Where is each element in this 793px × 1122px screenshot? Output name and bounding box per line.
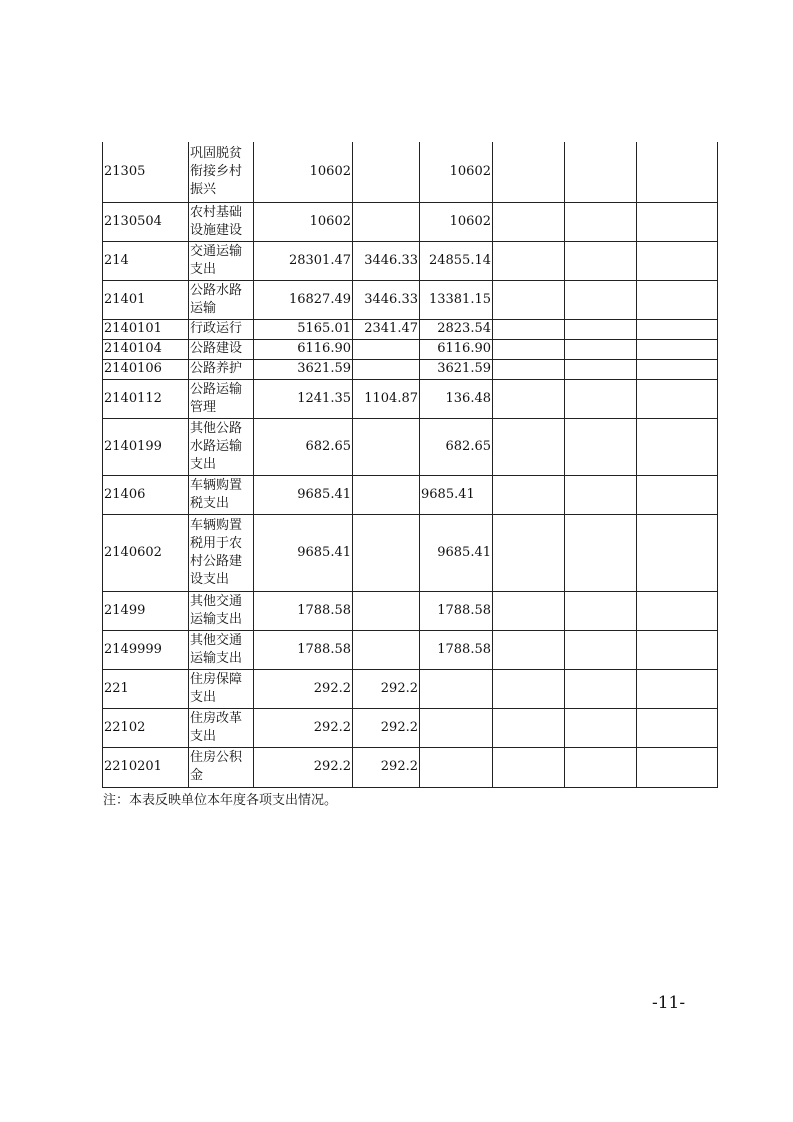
empty-cell [565, 591, 637, 630]
row-project: 9685.41 [420, 475, 493, 514]
row-basic: 3446.33 [353, 241, 420, 280]
empty-cell [493, 708, 565, 747]
row-name: 住房改革支出 [189, 708, 254, 747]
row-code: 2140112 [103, 379, 189, 418]
row-code: 2149999 [103, 630, 189, 669]
row-total: 292.2 [254, 708, 353, 747]
empty-cell [637, 475, 718, 514]
row-code: 214 [103, 241, 189, 280]
row-project: 682.65 [420, 418, 493, 475]
row-project: 1788.58 [420, 630, 493, 669]
row-basic [353, 202, 420, 241]
row-basic [353, 630, 420, 669]
row-total: 6116.90 [254, 339, 353, 359]
row-basic [353, 339, 420, 359]
empty-cell [637, 630, 718, 669]
row-code: 22102 [103, 708, 189, 747]
row-name: 其他交通运输支出 [189, 630, 254, 669]
empty-cell [565, 280, 637, 319]
row-total: 292.2 [254, 669, 353, 708]
row-total: 1788.58 [254, 591, 353, 630]
row-project: 3621.59 [420, 359, 493, 379]
row-project: 10602 [420, 202, 493, 241]
empty-cell [493, 669, 565, 708]
empty-cell [493, 747, 565, 787]
row-name: 公路水路运输 [189, 280, 254, 319]
empty-cell [637, 241, 718, 280]
row-project [420, 669, 493, 708]
empty-cell [493, 339, 565, 359]
table-row [103, 514, 718, 591]
row-name: 农村基础设施建设 [189, 202, 254, 241]
row-total: 292.2 [254, 747, 353, 787]
empty-cell [493, 591, 565, 630]
row-basic: 2341.47 [353, 319, 420, 339]
expenditure-table [102, 142, 718, 788]
row-project: 13381.15 [420, 280, 493, 319]
empty-cell [493, 319, 565, 339]
empty-cell [493, 418, 565, 475]
empty-cell [637, 708, 718, 747]
table-row [103, 630, 718, 669]
table-row [103, 669, 718, 708]
empty-cell [565, 339, 637, 359]
row-name: 住房公积金 [189, 747, 254, 787]
row-name: 巩固脱贫衔接乡村振兴 [189, 142, 254, 202]
row-name: 住房保障支出 [189, 669, 254, 708]
row-code: 2140199 [103, 418, 189, 475]
table-row [103, 418, 718, 475]
row-code: 2140106 [103, 359, 189, 379]
row-basic [353, 514, 420, 591]
row-code: 21305 [103, 142, 189, 202]
empty-cell [637, 747, 718, 787]
row-total: 1788.58 [254, 630, 353, 669]
row-total: 3621.59 [254, 359, 353, 379]
row-project: 2823.54 [420, 319, 493, 339]
empty-cell [565, 708, 637, 747]
row-total: 28301.47 [254, 241, 353, 280]
row-name: 车辆购置税用于农村公路建设支出 [189, 514, 254, 591]
empty-cell [565, 630, 637, 669]
row-project [420, 708, 493, 747]
empty-cell [637, 202, 718, 241]
row-basic [353, 591, 420, 630]
row-total: 10602 [254, 142, 353, 202]
row-name: 交通运输支出 [189, 241, 254, 280]
row-basic [353, 359, 420, 379]
empty-cell [565, 379, 637, 418]
empty-cell [493, 142, 565, 202]
row-total: 10602 [254, 202, 353, 241]
row-name: 公路运输管理 [189, 379, 254, 418]
row-code: 2140104 [103, 339, 189, 359]
table-row [103, 319, 718, 339]
empty-cell [493, 379, 565, 418]
empty-cell [493, 359, 565, 379]
empty-cell [565, 747, 637, 787]
row-basic [353, 418, 420, 475]
empty-cell [493, 202, 565, 241]
row-total: 5165.01 [254, 319, 353, 339]
row-code: 2210201 [103, 747, 189, 787]
empty-cell [565, 669, 637, 708]
empty-cell [637, 339, 718, 359]
empty-cell [565, 418, 637, 475]
empty-cell [565, 319, 637, 339]
table-row [103, 747, 718, 787]
table-row [103, 379, 718, 418]
row-name: 其他公路水路运输支出 [189, 418, 254, 475]
empty-cell [493, 630, 565, 669]
row-code: 21401 [103, 280, 189, 319]
row-code: 2130504 [103, 202, 189, 241]
row-total: 16827.49 [254, 280, 353, 319]
empty-cell [637, 418, 718, 475]
empty-cell [493, 280, 565, 319]
row-project: 9685.41 [420, 514, 493, 591]
row-basic: 1104.87 [353, 379, 420, 418]
empty-cell [565, 514, 637, 591]
empty-cell [637, 379, 718, 418]
row-code: 21406 [103, 475, 189, 514]
row-basic: 292.2 [353, 669, 420, 708]
table-row [103, 202, 718, 241]
table-row [103, 280, 718, 319]
row-basic: 3446.33 [353, 280, 420, 319]
row-basic: 292.2 [353, 708, 420, 747]
row-basic: 292.2 [353, 747, 420, 787]
empty-cell [565, 475, 637, 514]
page-number: -11- [652, 993, 686, 1013]
row-project: 136.48 [420, 379, 493, 418]
row-project: 6116.90 [420, 339, 493, 359]
row-project: 24855.14 [420, 241, 493, 280]
empty-cell [493, 241, 565, 280]
row-total: 682.65 [254, 418, 353, 475]
empty-cell [637, 591, 718, 630]
table-note: 注：本表反映单位本年度各项支出情况。 [103, 793, 338, 808]
row-code: 2140101 [103, 319, 189, 339]
row-code: 2140602 [103, 514, 189, 591]
table-row [103, 708, 718, 747]
row-name: 其他交通运输支出 [189, 591, 254, 630]
table-row [103, 475, 718, 514]
empty-cell [565, 241, 637, 280]
row-total: 1241.35 [254, 379, 353, 418]
row-code: 221 [103, 669, 189, 708]
empty-cell [565, 202, 637, 241]
row-name: 车辆购置税支出 [189, 475, 254, 514]
table-row [103, 591, 718, 630]
row-project: 10602 [420, 142, 493, 202]
empty-cell [565, 142, 637, 202]
row-total: 9685.41 [254, 514, 353, 591]
empty-cell [637, 514, 718, 591]
empty-cell [493, 514, 565, 591]
row-basic [353, 142, 420, 202]
row-project: 1788.58 [420, 591, 493, 630]
empty-cell [493, 475, 565, 514]
empty-cell [637, 319, 718, 339]
empty-cell [637, 142, 718, 202]
table-row [103, 339, 718, 359]
row-name: 行政运行 [189, 319, 254, 339]
row-total: 9685.41 [254, 475, 353, 514]
row-name: 公路养护 [189, 359, 254, 379]
empty-cell [565, 359, 637, 379]
empty-cell [637, 280, 718, 319]
row-project [420, 747, 493, 787]
table-row [103, 142, 718, 202]
table-row [103, 241, 718, 280]
row-basic [353, 475, 420, 514]
row-code: 21499 [103, 591, 189, 630]
table-row [103, 359, 718, 379]
empty-cell [637, 669, 718, 708]
row-name: 公路建设 [189, 339, 254, 359]
empty-cell [637, 359, 718, 379]
